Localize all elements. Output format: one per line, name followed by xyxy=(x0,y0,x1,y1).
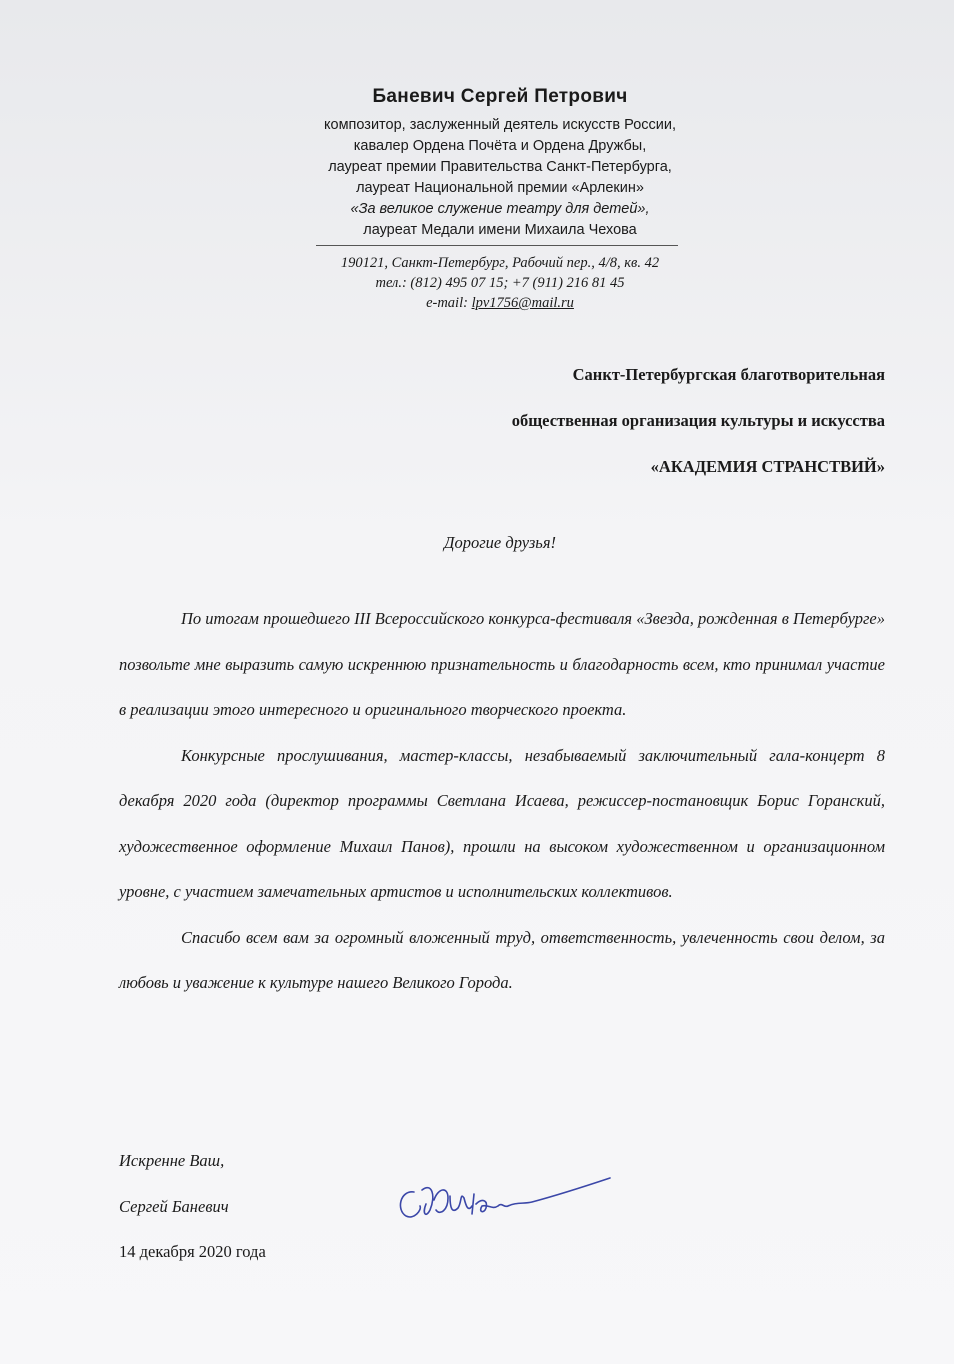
email-line xyxy=(300,293,700,313)
addressee-line: общественная организация культуры и искусства xyxy=(511,411,885,430)
closing-salutation: Искренне Ваш, xyxy=(119,1151,225,1170)
letter-body xyxy=(119,596,885,1006)
postal-address: 190121, Санкт-Петербург, Рабочий пер., 4/8, кв. 42 xyxy=(340,255,660,271)
body-paragraph: Конкурсные прослушивания, мастер-классы, незабываемый заключительный гала-концерт 8 декабря 2020 года (директор программы Светлана Исаева, режиссер-постановщик Борис Горанский, художественное оформление Михаил Панов), прошли на высоком художественном и организационном уровне, с участием замечательных артистов и исполнительских коллективов. xyxy=(119,745,885,901)
email-link[interactable]: lpv1756@mail.ru xyxy=(471,295,574,311)
handwritten-signature xyxy=(392,1170,622,1230)
addressee-line: «АКАДЕМИЯ СТРАНСТВИЙ» xyxy=(650,457,885,476)
greeting: Дорогие друзья! xyxy=(444,533,556,552)
author-name: Баневич Сергей Петрович xyxy=(372,86,628,107)
signer-name: Сергей Баневич xyxy=(119,1197,229,1216)
body-paragraph: По итогам прошедшего III Всероссийского конкурса-фестиваля «Звезда, рожденная в Петербурге» позвольте мне выразить самую искреннюю признательность и благодарность всем, кто принимал участие в реализации этого интересного и оригинального творческого проекта. xyxy=(119,609,885,719)
addressee-block xyxy=(365,362,885,500)
body-paragraph: Спасибо всем вам за огромный вложенный труд, ответственность, увлеченность свои делом, за любовь и уважение к культуре нашего Великого Города. xyxy=(119,927,885,992)
closing-block xyxy=(119,1138,229,1230)
author-title-line: лауреат Медали имени Михаила Чехова xyxy=(363,222,637,238)
phone-numbers: тел.: (812) 495 07 15; +7 (911) 216 81 45 xyxy=(375,275,625,291)
contact-block xyxy=(300,253,700,313)
author-title-line: лауреат Национальной премии «Арлекин» xyxy=(356,180,644,196)
author-title-line: кавалер Ордена Почёта и Ордена Дружбы, xyxy=(353,138,647,154)
author-title-line: композитор, заслуженный деятель искусств России, xyxy=(324,117,676,133)
addressee-line: Санкт-Петербургская благотворительная xyxy=(572,365,885,384)
email-label: e-mail: xyxy=(426,295,472,311)
letterhead-divider xyxy=(316,245,678,246)
letter-date: 14 декабря 2020 года xyxy=(119,1242,266,1261)
author-title-line: лауреат премии Правительства Санкт-Петербурга, xyxy=(328,159,672,175)
letterhead xyxy=(300,86,700,241)
author-title-line: «За великое служение театру для детей», xyxy=(350,201,650,217)
